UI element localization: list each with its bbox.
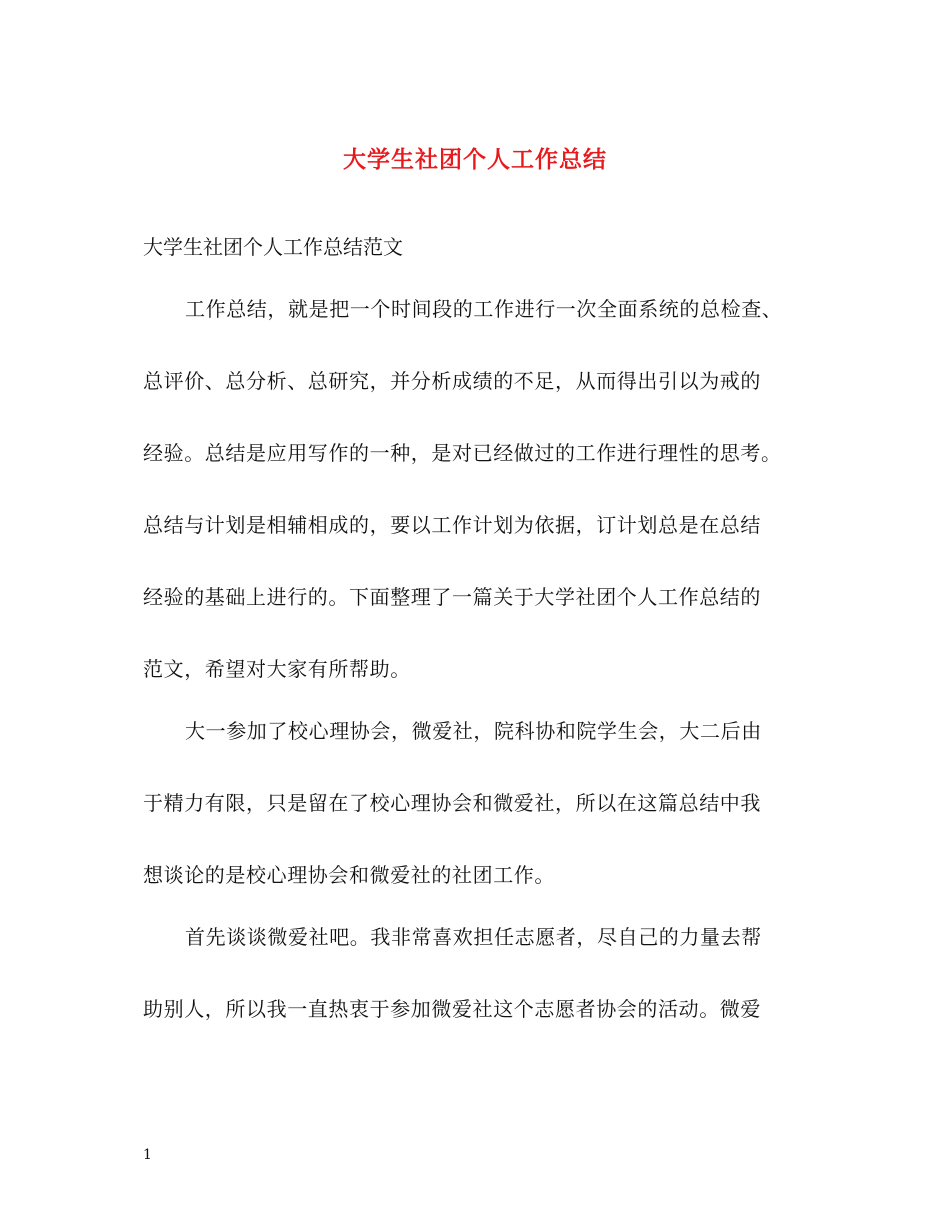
paragraph-line: 经验。总结是应用写作的一种，是对已经做过的工作进行理性的思考。 xyxy=(143,441,782,465)
paragraph-line: 工作总结，就是把一个时间段的工作进行一次全面系统的总检查、 xyxy=(185,297,783,321)
paragraph-line: 助别人，所以我一直热衷于参加微爱社这个志愿者协会的活动。微爱 xyxy=(143,997,761,1021)
document-subtitle: 大学生社团个人工作总结范文 xyxy=(143,235,403,259)
paragraph-line: 大一参加了校心理协会，微爱社，院科协和院学生会，大二后由 xyxy=(185,719,762,743)
paragraph-line: 范文，希望对大家有所帮助。 xyxy=(143,657,411,681)
paragraph-line: 想谈论的是校心理协会和微爱社的社团工作。 xyxy=(143,863,555,887)
paragraph-line: 总评价、总分析、总研究，并分析成绩的不足，从而得出引以为戒的 xyxy=(143,369,761,393)
page-number: 1 xyxy=(143,1147,152,1163)
paragraph-line: 经验的基础上进行的。下面整理了一篇关于大学社团个人工作总结的 xyxy=(143,585,761,609)
document-title: 大学生社团个人工作总结 xyxy=(343,146,607,173)
paragraph-line: 总结与计划是相辅相成的，要以工作计划为依据，订计划总是在总结 xyxy=(143,513,761,537)
paragraph-line: 于精力有限，只是留在了校心理协会和微爱社，所以在这篇总结中我 xyxy=(143,791,761,815)
paragraph-line: 首先谈谈微爱社吧。我非常喜欢担任志愿者，尽自己的力量去帮 xyxy=(185,925,762,949)
